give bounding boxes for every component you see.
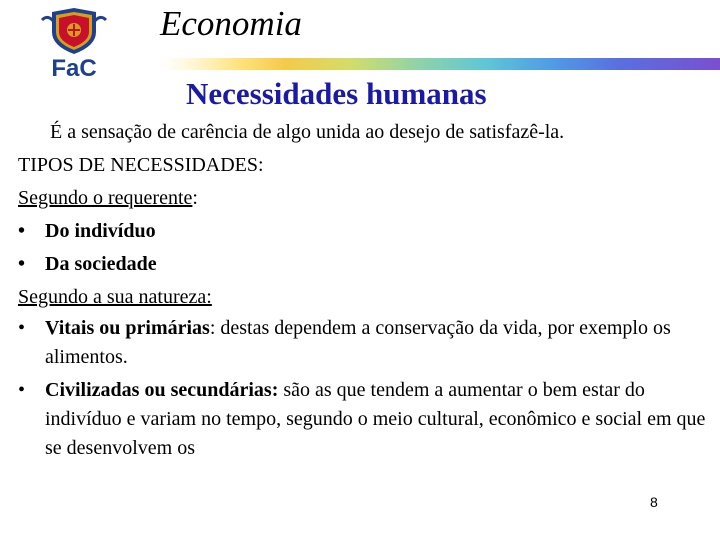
list-item-text: Da sociedade [45, 253, 157, 275]
list-item [18, 314, 708, 372]
list-item-desc: são as que tendem a aumentar o bem estar do indivíduo e variam no tempo, segundo o meio cultural, econômico e social em que se desenvolvem os [45, 379, 706, 459]
fac-logo [34, 6, 114, 78]
bullet-icon: • [18, 253, 26, 275]
types-heading-suffix: : [258, 154, 264, 176]
list-item [18, 248, 708, 281]
course-title: Economia [160, 4, 302, 43]
fac-emblem-icon [34, 6, 114, 78]
requester-label: Segundo o requerente [18, 187, 193, 209]
list-item-term: Vitais ou primárias [45, 317, 210, 339]
header-divider [162, 58, 720, 70]
page-number: 8 [650, 494, 658, 510]
bullet-icon: • [18, 317, 26, 339]
list-item-term: Civilizadas ou secundárias: [45, 379, 279, 401]
list-item-desc: : destas dependem a conservação da vida, por exemplo os alimentos. [45, 317, 671, 368]
slide-body [18, 116, 708, 467]
slide-title: Necessidades humanas [186, 76, 487, 111]
bullet-icon: • [18, 379, 26, 401]
list-item-text: Do indivíduo [45, 220, 156, 242]
requester-suffix: : [192, 187, 198, 209]
list-item [18, 215, 708, 248]
nature-heading: Segundo a sua natureza: [18, 286, 212, 308]
logo-text: FaC [51, 55, 97, 78]
types-heading [18, 149, 708, 182]
definition-text: É a sensação de carência de algo unida ao desejo de satisfazê-la. [50, 121, 565, 143]
bullet-icon: • [18, 220, 26, 242]
list-item [18, 376, 708, 463]
requester-heading [18, 182, 708, 215]
types-heading-text: TIPOS DE NECESSIDADES [18, 154, 259, 176]
